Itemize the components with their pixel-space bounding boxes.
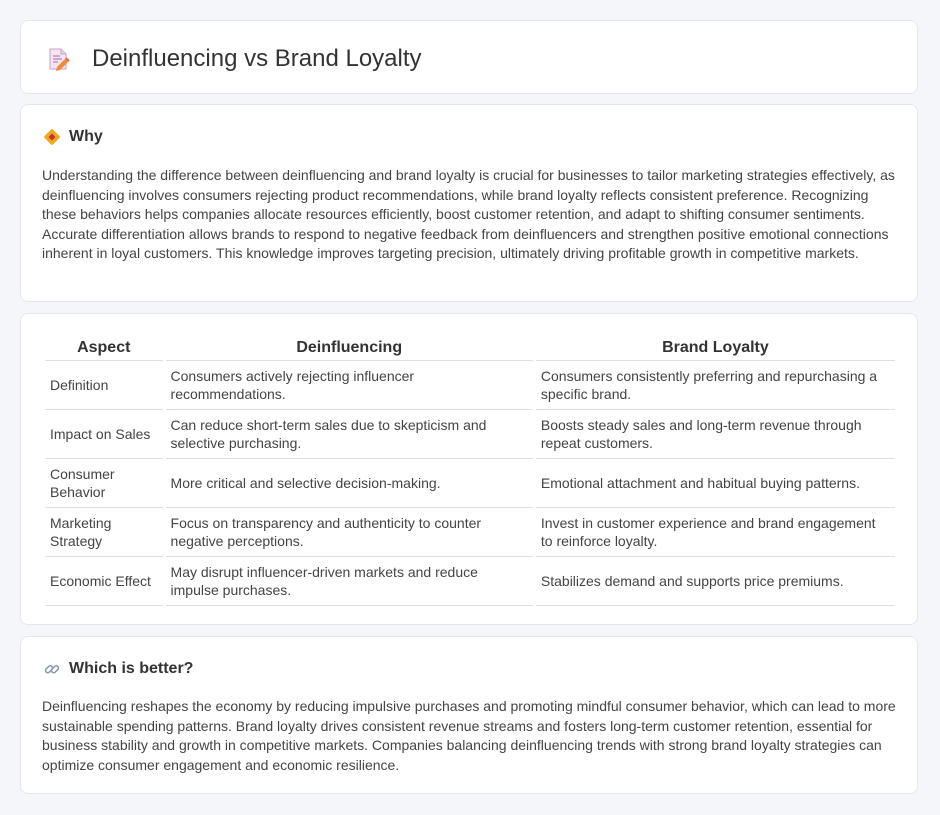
deinfluencing-cell: Consumers actively rejecting influencer recommendations. — [166, 361, 533, 410]
deinfluencing-cell: More critical and selective decision-making. — [166, 459, 533, 508]
header-deinfluencing: Deinfluencing — [166, 334, 533, 361]
deinfluencing-cell: Can reduce short-term sales due to skepticism and selective purchasing. — [166, 410, 533, 459]
why-section — [20, 104, 918, 302]
table-row — [45, 459, 895, 508]
table-row — [45, 557, 895, 606]
table-header-row — [45, 334, 895, 361]
title-card — [20, 20, 918, 94]
brand-loyalty-cell: Stabilizes demand and supports price premiums. — [536, 557, 895, 606]
brand-loyalty-cell: Emotional attachment and habitual buying patterns. — [536, 459, 895, 508]
aspect-cell: Consumer Behavior — [45, 459, 163, 508]
header-aspect: Aspect — [45, 334, 163, 361]
why-text: Understanding the difference between deinfluencing and brand loyalty is crucial for businesses to tailor marketing strategies effectively, as deinfluencing involves consumers rejecting product recommendations, while brand loyalty reflects consistent preference. Recognizing these behaviors helps companies allocate resources efficiently, boost customer retention, and adapt to shifting consumer sentiments. Accurate differentiation allows brands to respond to negative feedback from deinfluencers and strengthen positive emotional connections inherent in loyal customers. This knowledge improves targeting precision, ultimately driving profitable growth in competitive markets. — [42, 167, 895, 262]
comparison-table — [42, 334, 898, 606]
diamond-icon — [43, 128, 61, 146]
page-title: Deinfluencing vs Brand Loyalty — [92, 45, 422, 72]
deinfluencing-cell: Focus on transparency and authenticity to counter negative perceptions. — [166, 508, 533, 557]
brand-loyalty-cell: Consumers consistently preferring and repurchasing a specific brand. — [536, 361, 895, 410]
brand-loyalty-cell: Boosts steady sales and long-term revenue through repeat customers. — [536, 410, 895, 459]
aspect-cell: Definition — [45, 361, 163, 410]
which-is-better-section — [20, 636, 918, 794]
brand-loyalty-cell: Invest in customer experience and brand engagement to reinforce loyalty. — [536, 508, 895, 557]
better-heading-label: Which is better? — [69, 660, 194, 677]
table-row — [45, 508, 895, 557]
document-edit-icon — [45, 46, 71, 72]
table-row — [45, 361, 895, 410]
aspect-cell: Marketing Strategy — [45, 508, 163, 557]
table-row — [45, 410, 895, 459]
comparison-table-card — [20, 313, 918, 625]
aspect-cell: Economic Effect — [45, 557, 163, 606]
header-brand-loyalty: Brand Loyalty — [536, 334, 895, 361]
aspect-cell: Impact on Sales — [45, 410, 163, 459]
why-heading — [43, 126, 103, 148]
better-text: Deinfluencing reshapes the economy by reducing impulsive purchases and promoting mindful consumer behavior, which can lead to more sustainable spending patterns. Brand loyalty drives consistent revenue streams and fosters long-term customer retention, essential for business stability and growth in competitive markets. Companies balancing deinfluencing trends with strong brand loyalty strategies can optimize consumer engagement and economic resilience. — [42, 698, 896, 773]
better-heading — [43, 658, 193, 680]
why-heading-label: Why — [69, 128, 103, 145]
link-icon — [43, 660, 61, 678]
deinfluencing-cell: May disrupt influencer-driven markets and reduce impulse purchases. — [166, 557, 533, 606]
